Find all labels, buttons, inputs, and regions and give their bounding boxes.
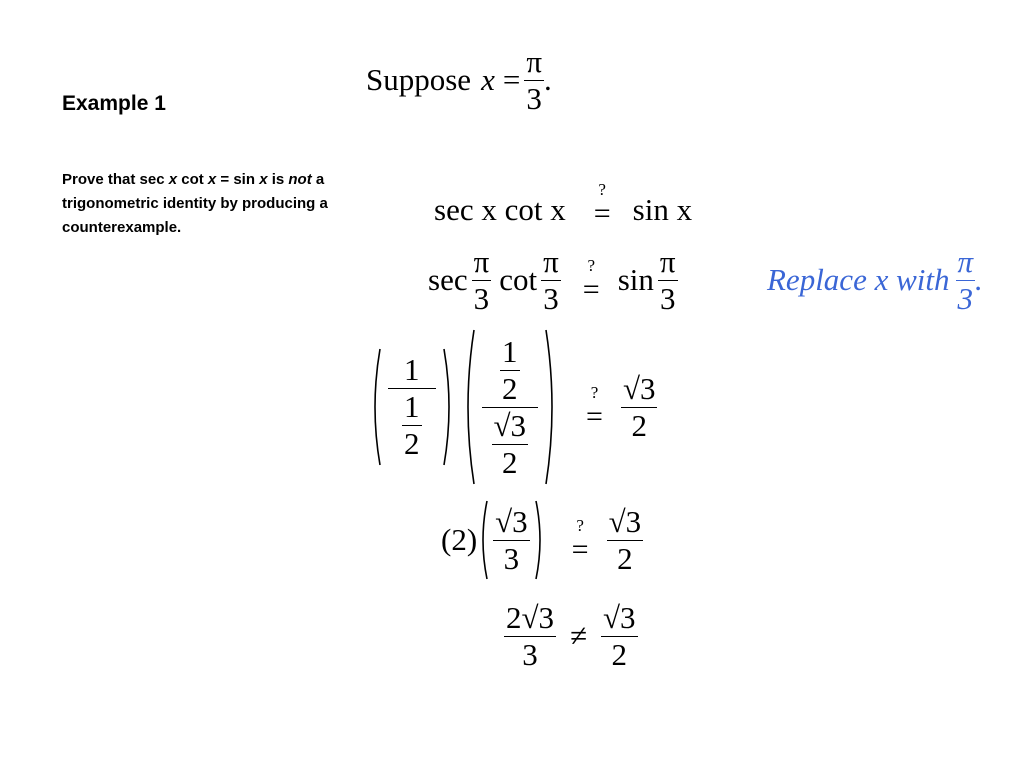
annotation-fraction [956,244,976,317]
page-title: Example 1 [62,92,166,115]
problem-statement [62,168,392,240]
step-line-5 [504,596,638,676]
second-group [460,328,561,486]
two-root3-over-3-fraction [504,600,556,673]
question-mark: ? [590,383,599,402]
line1-rhs: sin x [632,192,693,227]
suppose-equals: = [502,62,521,97]
fraction-numerator: π [659,243,676,279]
prompt-part: a trigonometric identity by producing a counterexample. [62,171,328,236]
fraction-denominator: 2 [621,407,658,444]
equals-sign: = [593,197,611,230]
prompt-var: x [168,171,178,188]
fraction-denominator [388,388,436,462]
fraction-numerator: 1 [404,389,420,424]
sin-label: sin [617,262,654,297]
step-line-3 [368,328,657,486]
right-paren-icon [442,347,456,467]
fraction-denominator: 3 [504,636,556,673]
fraction-denominator [482,407,539,481]
question-mark: ? [587,256,596,275]
equals-sign: = [586,400,603,433]
fraction-denominator: 3 [524,80,544,117]
two-factor: (2) [441,522,478,557]
left-paren-icon [477,499,489,581]
prompt-part: Prove that sec [62,171,169,188]
step-line-2 [428,242,678,318]
fraction-numerator: √3 [495,503,528,539]
line1-lhs: sec x cot x [434,192,566,227]
fraction-numerator: √3 [622,370,656,406]
suppose-fraction [524,44,544,117]
half-fraction [402,389,422,462]
pi-over-3-fraction [472,244,492,317]
prompt-part: is [267,171,289,188]
prompt-emphasis: not [288,171,312,188]
pi-over-3-fraction [541,244,561,317]
fraction-denominator: 2 [492,444,529,481]
left-paren-icon [368,347,382,467]
fraction-numerator: π [473,243,490,279]
fraction-denominator: 2 [404,426,420,461]
question-mark: ? [576,516,584,535]
step-line-1 [434,178,692,228]
prompt-var: x [259,171,268,188]
prompt-part: cot [177,171,208,188]
fraction-denominator: 3 [541,280,561,317]
equals-sign: = [582,273,600,306]
half-fraction [500,334,520,407]
cos-over-sin-fraction [482,334,539,481]
fraction-numerator: 1 [502,333,518,369]
questioned-equals [572,516,589,564]
fraction-numerator: √3 [493,407,527,443]
first-group [368,347,456,467]
fraction-numerator: 1 [404,352,420,387]
not-equal-sign: ≠ [570,618,588,653]
fraction-numerator [482,334,539,407]
right-paren-icon [544,328,560,486]
fraction-numerator: 2√3 [506,599,555,635]
fraction-denominator: 3 [493,540,530,577]
questioned-equals [594,180,611,228]
replace-annotation [767,244,983,316]
left-paren-icon [460,328,476,486]
root3-over-2-fraction [621,371,658,444]
prompt-var: x [207,171,217,188]
pi-over-3-fraction [658,244,678,317]
reciprocal-fraction [388,352,436,462]
questioned-equals [586,383,603,431]
sec-label: sec [428,262,468,297]
suppose-word: Suppose [366,62,472,97]
equals-sign: = [571,533,589,566]
root3-over-2-fraction [601,600,638,673]
fraction-numerator: √3 [608,503,642,539]
fraction-numerator: π [957,243,974,279]
annotation-text: Replace x with [767,262,950,297]
suppose-var: x [481,62,495,97]
fraction-denominator: 3 [658,280,678,317]
fraction-denominator: 3 [956,280,976,317]
root3-over-3-group [477,499,546,581]
question-mark: ? [598,180,606,199]
suppose-statement [366,40,552,120]
fraction-numerator: π [526,43,542,79]
root3-over-2-fraction [607,504,644,577]
root3-over-2-fraction [492,408,529,481]
fraction-denominator: 2 [607,540,644,577]
fraction-denominator: 2 [502,370,518,406]
annotation-period: . [975,262,983,297]
prompt-part: = sin [216,171,260,188]
cot-label: cot [499,262,538,297]
questioned-equals [583,256,600,304]
fraction-numerator: π [543,243,559,279]
fraction-numerator: √3 [603,599,636,635]
fraction-denominator: 3 [472,280,492,317]
root3-over-3-fraction [493,504,530,577]
fraction-denominator: 2 [601,636,638,673]
step-line-4 [441,498,643,582]
suppose-period: . [543,62,552,97]
right-paren-icon [534,499,546,581]
